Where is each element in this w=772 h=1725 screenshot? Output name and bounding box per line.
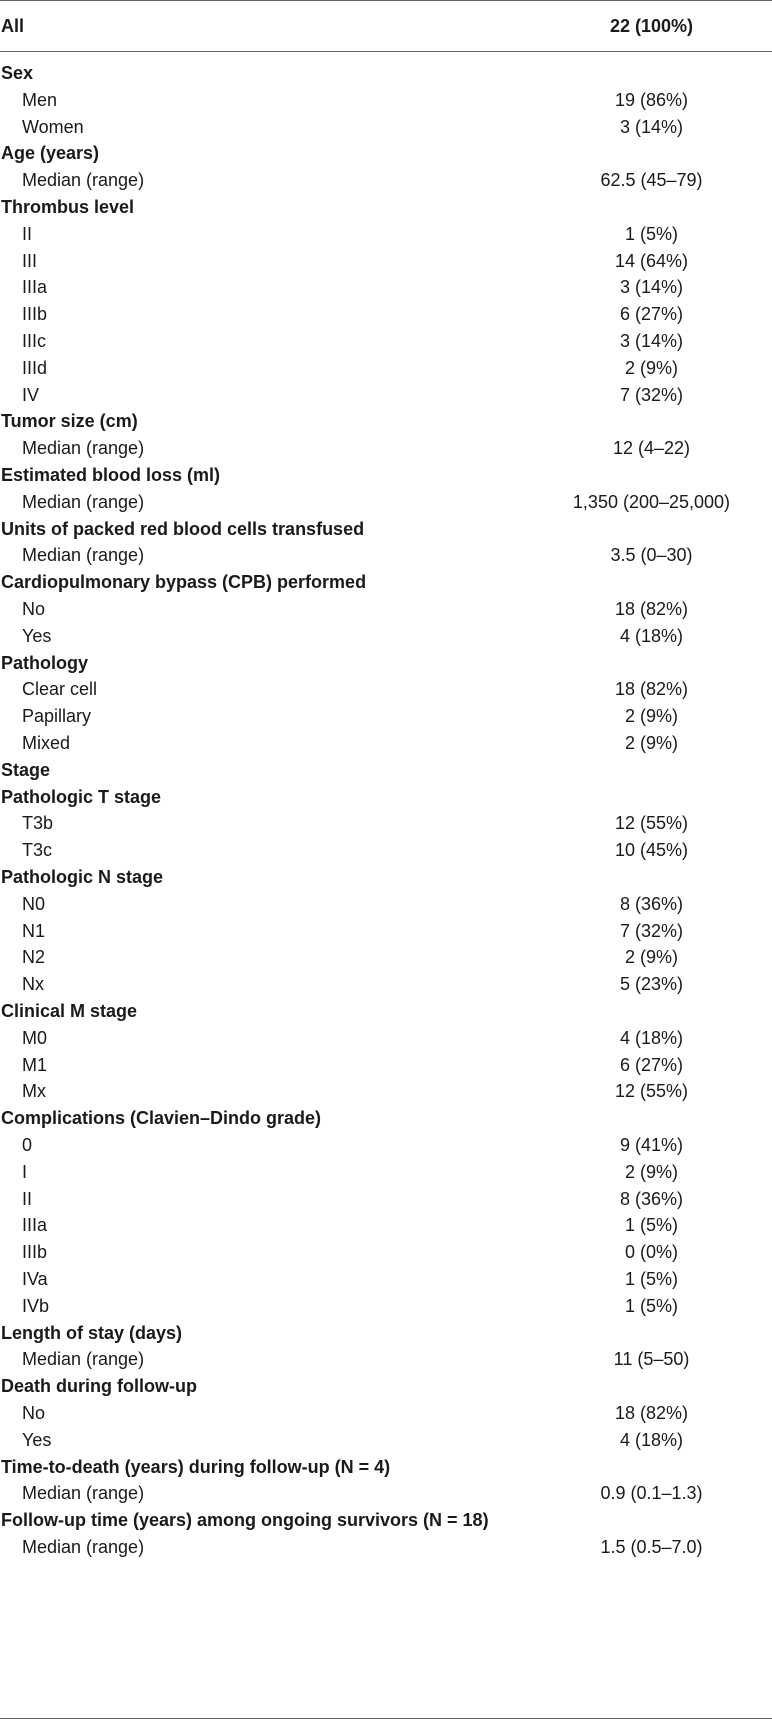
row-value: 2 (9%)	[624, 357, 678, 378]
table-row	[0, 703, 772, 730]
table-row	[0, 382, 772, 409]
row-label: IVb	[22, 1295, 50, 1316]
row-value: 1 (5%)	[624, 1215, 678, 1236]
row-label: M1	[22, 1054, 48, 1075]
table-row	[0, 971, 772, 998]
row-value: 2 (9%)	[624, 733, 678, 753]
table-row	[0, 918, 772, 945]
row-value: 9 (41%)	[619, 1135, 684, 1155]
row-value: 12 (55%)	[614, 1081, 689, 1102]
row-value: 7 (32%)	[619, 920, 684, 941]
row-label: Median (range)	[22, 545, 145, 566]
row-value: 8 (36%)	[619, 893, 684, 914]
row-label: Median (range)	[22, 438, 145, 459]
row-label: IIIa	[22, 1215, 48, 1236]
table-row	[0, 328, 772, 355]
table-row	[0, 1293, 772, 1320]
row-label: Men	[22, 89, 58, 110]
table-row	[0, 301, 772, 328]
row-value: 12 (4–22)	[612, 438, 691, 459]
row-label: Clear cell	[22, 679, 98, 700]
section-row	[0, 462, 772, 489]
row-label: T3c	[22, 840, 53, 861]
row-label: Median (range)	[22, 170, 145, 191]
row-value: 5 (23%)	[619, 974, 684, 995]
section-label: Cardiopulmonary bypass (CPB) performed	[1, 572, 367, 593]
row-label: II	[22, 1188, 33, 1209]
row-label: Median (range)	[22, 1349, 145, 1370]
table-row	[0, 167, 772, 194]
row-label: IIIc	[22, 331, 47, 351]
row-value: 18 (82%)	[614, 679, 689, 700]
row-value: 6 (27%)	[619, 1054, 684, 1075]
row-value: 0.9 (0.1–1.3)	[600, 1483, 703, 1504]
table-row	[0, 1159, 772, 1186]
table-row	[0, 1239, 772, 1266]
section-row	[0, 60, 772, 87]
table-row	[0, 837, 772, 864]
row-label: IIIb	[22, 304, 48, 325]
table-row	[0, 542, 772, 569]
row-value: 62.5 (45–79)	[600, 170, 703, 191]
section-label: Time-to-death (years) during follow-up (N = 4)	[1, 1456, 391, 1477]
table-row	[0, 489, 772, 516]
table-row	[0, 1212, 772, 1239]
section-row	[0, 1373, 772, 1400]
row-label: Yes	[22, 1429, 52, 1450]
row-value: 2 (9%)	[624, 706, 678, 727]
section-row	[0, 998, 772, 1025]
section-label: Tumor size (cm)	[1, 411, 138, 432]
row-value: 1 (5%)	[624, 1269, 678, 1289]
section-row	[0, 516, 772, 543]
section-label: Age (years)	[1, 143, 100, 164]
row-label: Nx	[22, 974, 44, 995]
table-row	[0, 1186, 772, 1213]
row-label: N2	[22, 947, 46, 968]
table-row	[0, 1132, 772, 1159]
table-row	[0, 676, 772, 703]
table-row	[0, 87, 772, 114]
row-label: I	[22, 1161, 28, 1182]
row-value: 19 (86%)	[614, 89, 689, 110]
row-label: No	[22, 1403, 46, 1423]
section-label: Death during follow-up	[1, 1376, 197, 1397]
table-row	[0, 1427, 772, 1454]
table-row	[0, 274, 772, 301]
section-label: Pathologic N stage	[1, 867, 164, 887]
row-value: 18 (82%)	[614, 599, 689, 619]
row-label: Mixed	[22, 733, 71, 753]
row-label: Median (range)	[22, 491, 145, 512]
table-row	[0, 435, 772, 462]
section-label: Follow-up time (years) among ongoing survivors (N = 18)	[1, 1510, 489, 1531]
row-value: 2 (9%)	[624, 1161, 678, 1182]
section-label: Sex	[1, 63, 34, 83]
row-value: 8 (36%)	[619, 1188, 684, 1209]
section-row	[0, 408, 772, 435]
table-row	[0, 355, 772, 382]
row-label: M0	[22, 1027, 48, 1048]
section-row	[0, 757, 772, 784]
section-label: Pathology	[1, 652, 89, 673]
section-row	[0, 1454, 772, 1481]
row-label: Median (range)	[22, 1483, 145, 1504]
table-header-row	[0, 0, 772, 52]
section-label: Stage	[1, 759, 51, 780]
table-row	[0, 1534, 772, 1561]
row-label: N1	[22, 920, 46, 941]
table-row	[0, 1025, 772, 1052]
table-bottom-rule	[0, 1718, 772, 1719]
table-row	[0, 891, 772, 918]
table-row	[0, 1346, 772, 1373]
section-label: Length of stay (days)	[1, 1322, 183, 1343]
section-row	[0, 1507, 772, 1534]
row-label: Median (range)	[22, 1537, 145, 1557]
section-row	[0, 650, 772, 677]
row-label: II	[22, 223, 33, 244]
section-row	[0, 194, 772, 221]
section-label: Estimated blood loss (ml)	[1, 465, 221, 485]
row-label: Papillary	[22, 706, 92, 727]
row-value: 1 (5%)	[624, 1295, 678, 1316]
table-row	[0, 248, 772, 275]
header-label: All	[1, 16, 25, 36]
row-label: IVa	[22, 1269, 48, 1289]
table-row	[0, 623, 772, 650]
row-label: IIIb	[22, 1242, 48, 1263]
row-value: 4 (18%)	[619, 1429, 684, 1450]
row-label: Mx	[22, 1081, 46, 1102]
section-label: Clinical M stage	[1, 1001, 138, 1021]
table-row	[0, 114, 772, 141]
row-label: III	[22, 250, 38, 271]
section-row	[0, 140, 772, 167]
section-row	[0, 569, 772, 596]
table-row	[0, 1078, 772, 1105]
table-row	[0, 944, 772, 971]
row-label: IIId	[22, 357, 48, 378]
row-value: 0 (0%)	[624, 1242, 678, 1263]
row-label: No	[22, 599, 46, 619]
row-value: 7 (32%)	[619, 384, 684, 405]
row-value: 18 (82%)	[614, 1403, 689, 1423]
row-label: IV	[22, 384, 40, 405]
section-row	[0, 864, 772, 891]
row-label: Yes	[22, 625, 52, 646]
row-value: 10 (45%)	[614, 840, 689, 861]
table-row	[0, 221, 772, 248]
section-label: Units of packed red blood cells transfused	[1, 518, 365, 539]
table-row	[0, 1052, 772, 1079]
row-label: IIIa	[22, 277, 48, 298]
row-label: T3b	[22, 813, 54, 834]
section-label: Thrombus level	[1, 197, 135, 217]
row-value: 12 (55%)	[614, 813, 689, 834]
row-value: 3 (14%)	[619, 277, 684, 298]
row-label: Women	[22, 116, 84, 137]
table-row	[0, 1266, 772, 1293]
section-label: Complications (Clavien–Dindo grade)	[1, 1108, 322, 1129]
section-label: Pathologic T stage	[1, 786, 162, 807]
section-row	[0, 1320, 772, 1347]
table-row	[0, 1400, 772, 1427]
header-value: 22 (100%)	[609, 16, 694, 36]
row-value: 14 (64%)	[614, 250, 689, 271]
row-value: 3 (14%)	[619, 116, 684, 137]
row-value: 6 (27%)	[619, 304, 684, 325]
row-value: 11 (5–50)	[613, 1349, 690, 1370]
section-row	[0, 784, 772, 811]
row-label: N0	[22, 893, 46, 914]
row-value: 1,350 (200–25,000)	[572, 491, 731, 512]
table-row	[0, 810, 772, 837]
row-value: 3.5 (0–30)	[610, 545, 693, 566]
table-row	[0, 730, 772, 757]
section-row	[0, 1105, 772, 1132]
row-value: 4 (18%)	[619, 1027, 684, 1048]
header-rule	[0, 51, 772, 52]
table-row	[0, 596, 772, 623]
row-value: 3 (14%)	[619, 331, 684, 351]
row-value: 1 (5%)	[624, 223, 678, 244]
table-row	[0, 1480, 772, 1507]
row-value: 4 (18%)	[619, 625, 684, 646]
row-label: 0	[22, 1135, 33, 1155]
row-value: 2 (9%)	[624, 947, 678, 968]
row-value: 1.5 (0.5–7.0)	[600, 1537, 703, 1557]
